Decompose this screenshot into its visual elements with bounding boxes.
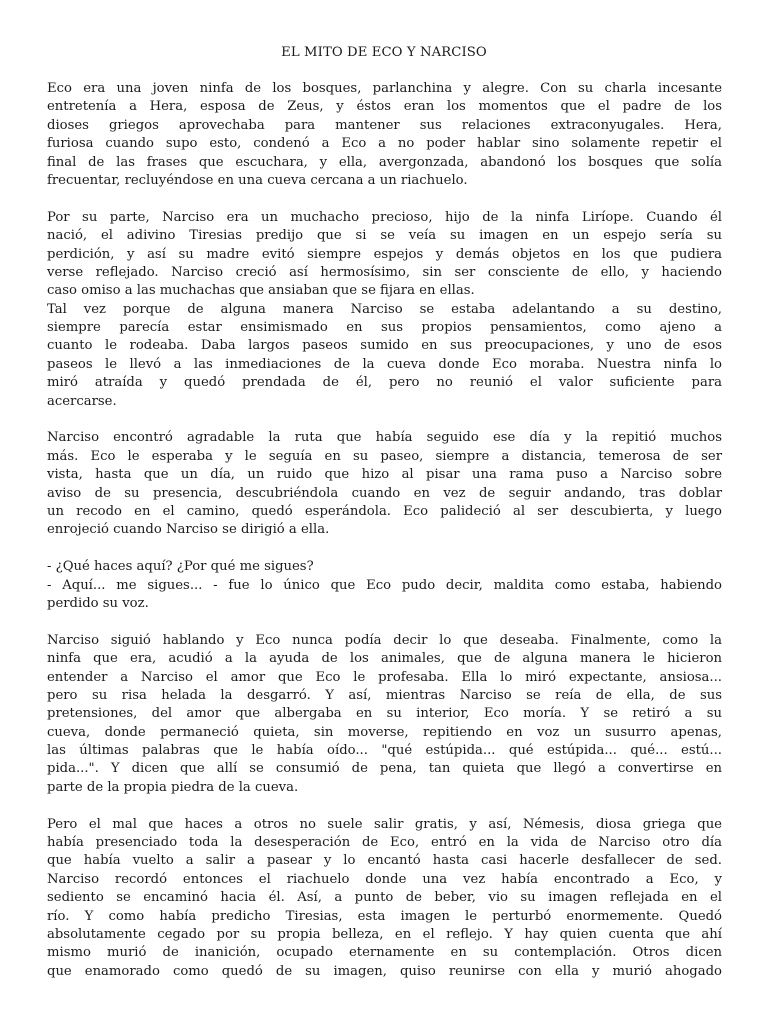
text-line: enrojeció cuando Narciso se dirigió a ella.: [47, 522, 330, 538]
paragraph: [47, 577, 722, 614]
text-line: - ¿Qué haces aquí? ¿Por qué me sigues?: [47, 559, 314, 575]
text-line: Narciso siguió hablando y Eco nunca podía decir lo que deseaba. Finalmente, como la: [47, 632, 722, 648]
text-line: Pero el mal que haces a otros no suele salir gratis, y así, Némesis, diosa griega que: [47, 816, 722, 832]
paragraph-gap: [47, 411, 722, 429]
text-line: más. Eco le esperaba y le seguía en su paseo, siempre a distancia, temerosa de ser: [47, 448, 722, 464]
text-line: frecuentar, recluyéndose en una cueva cercana a un riachuelo.: [47, 172, 468, 188]
text-line: acercarse.: [47, 393, 117, 409]
text-line: Tal vez porque de alguna manera Narciso se estaba adelantando a su destino,: [47, 301, 722, 317]
document-body: [47, 80, 722, 981]
text-line: que enamorado como quedó de su imagen, quiso reunirse con ella y murió ahogado: [47, 963, 722, 979]
text-line: mismo murió de inanición, ocupado eternamente en su contemplación. Otros dicen: [47, 945, 722, 961]
paragraph: [47, 301, 722, 411]
document-title: EL MITO DE ECO Y NARCISO: [281, 45, 487, 60]
text-line: final de las frases que escuchara, y ella, avergonzada, abandonó los bosques que solía: [47, 154, 722, 170]
text-line: dioses griegos aprovechaba para mantener sus relaciones extraconyugales. Hera,: [47, 117, 722, 133]
paragraph: [47, 632, 722, 798]
text-line: un recodo en el camino, quedó esperándola. Eco palideció al ser descubierta, y luego: [47, 503, 722, 519]
paragraph-gap: [47, 190, 722, 208]
paragraph-gap: [47, 540, 722, 558]
text-line: ninfa que era, acudió a la ayuda de los animales, que de alguna manera le hicieron: [47, 651, 722, 667]
text-line: Eco era una joven ninfa de los bosques, parlanchina y alegre. Con su charla incesante: [47, 81, 722, 96]
paragraph: [47, 209, 722, 301]
text-line: vista, hasta que un día, un ruido que hizo al pisar una rama puso a Narciso sobre: [47, 467, 722, 483]
paragraph: [47, 429, 722, 539]
text-line: perdición, y así su madre evitó siempre espejos y demás objetos en los que pudiera: [47, 246, 722, 262]
text-line: perdido su voz.: [47, 595, 149, 611]
text-line: miró atraída y quedó prendada de él, pero no reunió el valor suficiente para: [47, 375, 722, 391]
paragraph: [47, 558, 722, 576]
text-line: cueva, donde permaneció quieta, sin moverse, repitiendo en voz un susurro apenas,: [47, 724, 722, 740]
text-line: siempre parecía estar ensimismado en sus propios pensamientos, como ajeno a: [47, 320, 722, 336]
text-line: Por su parte, Narciso era un muchacho precioso, hijo de la ninfa Liríope. Cuando él: [47, 209, 722, 225]
text-line: las últimas palabras que le había oído... "qué estúpida... qué estúpida... qué... estú...: [47, 743, 722, 759]
text-line: había presenciado toda la desesperación de Eco, entró en la vida de Narciso otro día: [47, 835, 722, 851]
text-line: caso omiso a las muchachas que ansiaban que se fijara en ellas.: [47, 283, 475, 299]
text-line: absolutamente cegado por su propia belleza, en el reflejo. Y hay quien cuenta que ahí: [47, 926, 722, 942]
text-line: entender a Narciso el amor que Eco le profesaba. Ella lo miró expectante, ansiosa...: [47, 669, 722, 685]
text-line: que había vuelto a salir a pasear y lo encantó hasta casi hacerle desfallecer de sed.: [47, 853, 722, 869]
text-line: - Aquí... me sigues... - fue lo único que Eco pudo decir, maldita como estaba, habiendo: [47, 577, 722, 593]
paragraph: [47, 80, 722, 190]
text-line: pretensiones, del amor que albergaba en su interior, Eco moría. Y se retiró a su: [47, 706, 722, 722]
text-line: pero su risa helada la desgarró. Y así, mientras Narciso se reía de ella, de sus: [47, 687, 722, 703]
text-line: Narciso encontró agradable la ruta que había seguido ese día y la repitió muchos: [47, 430, 722, 446]
text-line: Narciso recordó entonces el riachuelo donde una vez había encontrado a Eco, y: [47, 871, 722, 887]
text-line: nació, el adivino Tiresias predijo que si se veía su imagen en un espejo sería su: [47, 228, 722, 244]
text-line: pida...". Y dicen que allí se consumió de pena, tan quieta que llegó a convertirse en: [47, 761, 722, 777]
text-line: entretenía a Hera, esposa de Zeus, y éstos eran los momentos que el padre de los: [47, 99, 722, 115]
text-line: verse reflejado. Narciso creció así hermosísimo, sin ser consciente de ello, y haciendo: [47, 264, 722, 280]
paragraph-gap: [47, 797, 722, 815]
text-line: río. Y como había predicho Tiresias, esta imagen le perturbó enormemente. Quedó: [47, 908, 722, 924]
text-line: cuanto le rodeaba. Daba largos paseos sumido en sus preocupaciones, y uno de esos: [47, 338, 722, 354]
text-line: parte de la propia piedra de la cueva.: [47, 779, 299, 795]
text-line: paseos le llevó a las inmediaciones de la cueva donde Eco moraba. Nuestra ninfa lo: [47, 356, 722, 372]
paragraph-gap: [47, 613, 722, 631]
paragraph: [47, 816, 722, 982]
text-line: furiosa cuando supo esto, condenó a Eco a no poder hablar sino solamente repetir el: [47, 136, 722, 152]
text-line: sediento se encaminó hacia él. Así, a punto de beber, vio su imagen reflejada en el: [47, 890, 722, 906]
text-line: aviso de su presencia, descubriéndola cuando en vez de seguir andando, tras doblar: [47, 485, 722, 501]
